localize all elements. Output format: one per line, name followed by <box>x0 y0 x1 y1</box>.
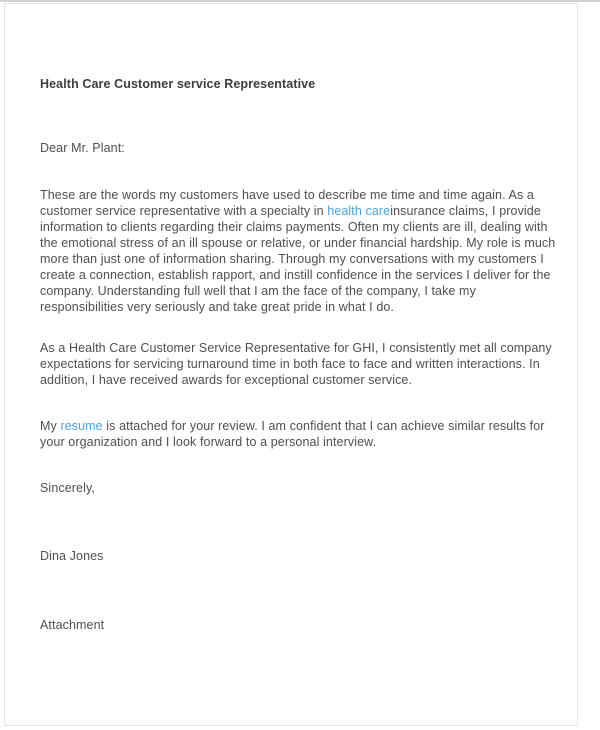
paragraph-1-pre-text: These are the words my customers have used to describe me time and time again. As a customer service representative with a specialty in <box>40 188 534 218</box>
signature-name: Dina Jones <box>40 549 104 563</box>
health-care-link[interactable]: health care <box>327 204 391 218</box>
page-title: Health Care Customer service Representative <box>40 77 316 91</box>
body-paragraph-3 <box>40 418 563 450</box>
body-paragraph-1 <box>40 187 563 315</box>
paragraph-1-post-text: insurance claims, I provide information to clients regarding their claims payments. Often my clients are ill, dealing with the emotional stress of an ill spouse or relative, or under financial hardship. My role is much more than just one of information sharing. Through my conversations with my customers I create a connection, establish rapport, and instill confidence in the services I deliver for the company. Understanding full well that I am the face of the company, I take my responsibilities very seriously and take great pride in what I do. <box>40 204 556 314</box>
closing-text: Sincerely, <box>40 481 95 495</box>
paragraph-3-post-text: is attached for your review. I am confident that I can achieve similar results for your organization and I look forward to a personal interview. <box>40 419 545 449</box>
resume-link[interactable]: resume <box>60 419 103 433</box>
body-paragraph-2: As a Health Care Customer Service Representative for GHI, I consistently met all company expectations for servicing turnaround time in both face to face and written interactions. In addition, I have received awards for exceptional customer service. <box>40 341 552 387</box>
attachment-label: Attachment <box>40 618 105 632</box>
paragraph-3-pre-text: My <box>40 419 61 433</box>
salutation-text: Dear Mr. Plant: <box>40 141 125 155</box>
top-edge-strip <box>0 0 600 2</box>
